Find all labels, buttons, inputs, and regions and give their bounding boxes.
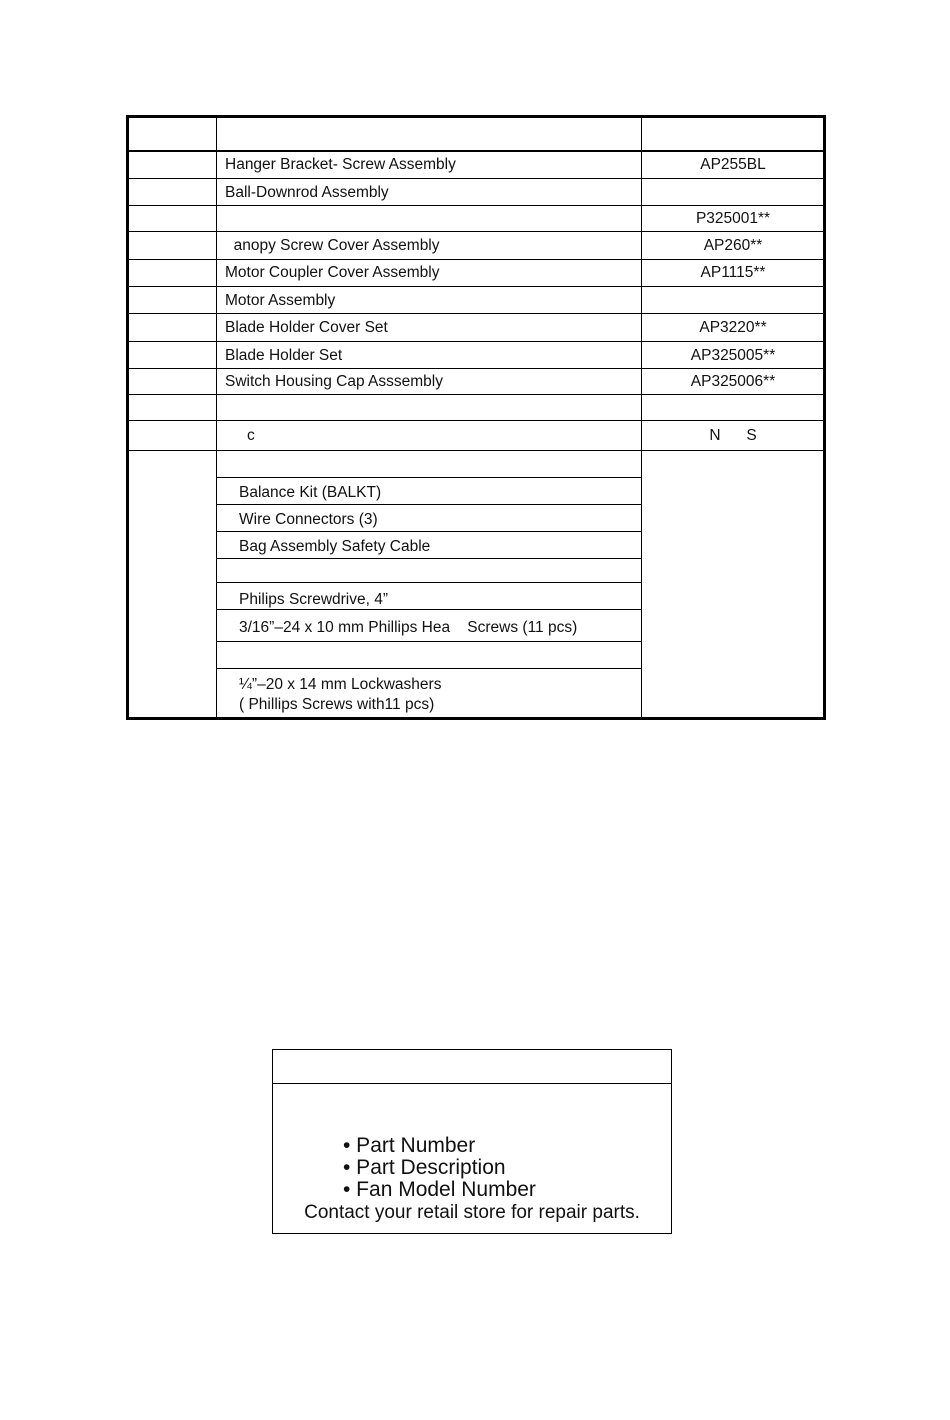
part-description: anopy Screw Cover Assembly [225,237,440,254]
repair-box-divider [273,1083,671,1084]
hardware-item: Philips Screwdrive, 4” [239,591,389,608]
column-divider [216,118,217,718]
hardware-divider [216,558,641,559]
hardware-item: Wire Connectors (3) [239,511,378,528]
part-number: AP255BL [700,156,766,173]
part-number: AP325005** [690,347,776,364]
hardware-item: Balance Kit (BALKT) [239,484,382,501]
hardware-item: ( Phillips Screws with11 pcs) [239,696,435,713]
part-number: AP1115** [700,264,766,281]
hardware-divider [216,609,641,610]
part-number: P325001** [695,210,771,227]
hardware-item: 3/16”–24 x 10 mm Phillips Hea Screws (11 pcs) [239,619,578,636]
row-divider [129,394,823,395]
parts-table [126,115,826,720]
hardware-divider [216,504,641,505]
bullet-fan-model-number: • Fan Model Number [343,1178,536,1201]
row-divider [129,231,823,232]
part-number: N S [709,427,757,444]
header-divider [129,150,823,152]
part-description: Ball-Downrod Assembly [225,184,389,201]
part-description: Blade Holder Cover Set [225,319,388,336]
row-divider [129,178,823,179]
row-divider [129,368,823,369]
part-description: Motor Assembly [225,292,336,309]
bullet-part-description: • Part Description [343,1156,506,1179]
part-number: AP325006** [690,373,776,390]
row-divider [129,341,823,342]
part-number: AP3220** [699,319,767,336]
hardware-divider [216,668,641,669]
bullet-part-number: • Part Number [343,1134,476,1157]
repair-info-box [272,1049,672,1234]
part-description: Blade Holder Set [225,347,343,364]
hardware-divider [216,641,641,642]
part-description: Motor Coupler Cover Assembly [225,264,440,281]
row-divider [129,205,823,206]
hardware-divider [216,531,641,532]
part-description: Switch Housing Cap Asssembly [225,373,443,390]
row-divider [129,286,823,287]
row-divider [129,259,823,260]
hardware-item: Bag Assembly Safety Cable [239,538,431,555]
hardware-item: ¼”–20 x 14 mm Lockwashers [239,676,442,693]
part-description: c [247,427,255,444]
row-divider [129,313,823,314]
hardware-divider [216,582,641,583]
hardware-divider [216,477,641,478]
column-divider [641,118,642,718]
part-description: Hanger Bracket- Screw Assembly [225,156,456,173]
part-number: AP260** [703,237,763,254]
row-divider [129,450,823,451]
row-divider [129,420,823,421]
contact-text: Contact your retail store for repair parts. [304,1202,640,1223]
